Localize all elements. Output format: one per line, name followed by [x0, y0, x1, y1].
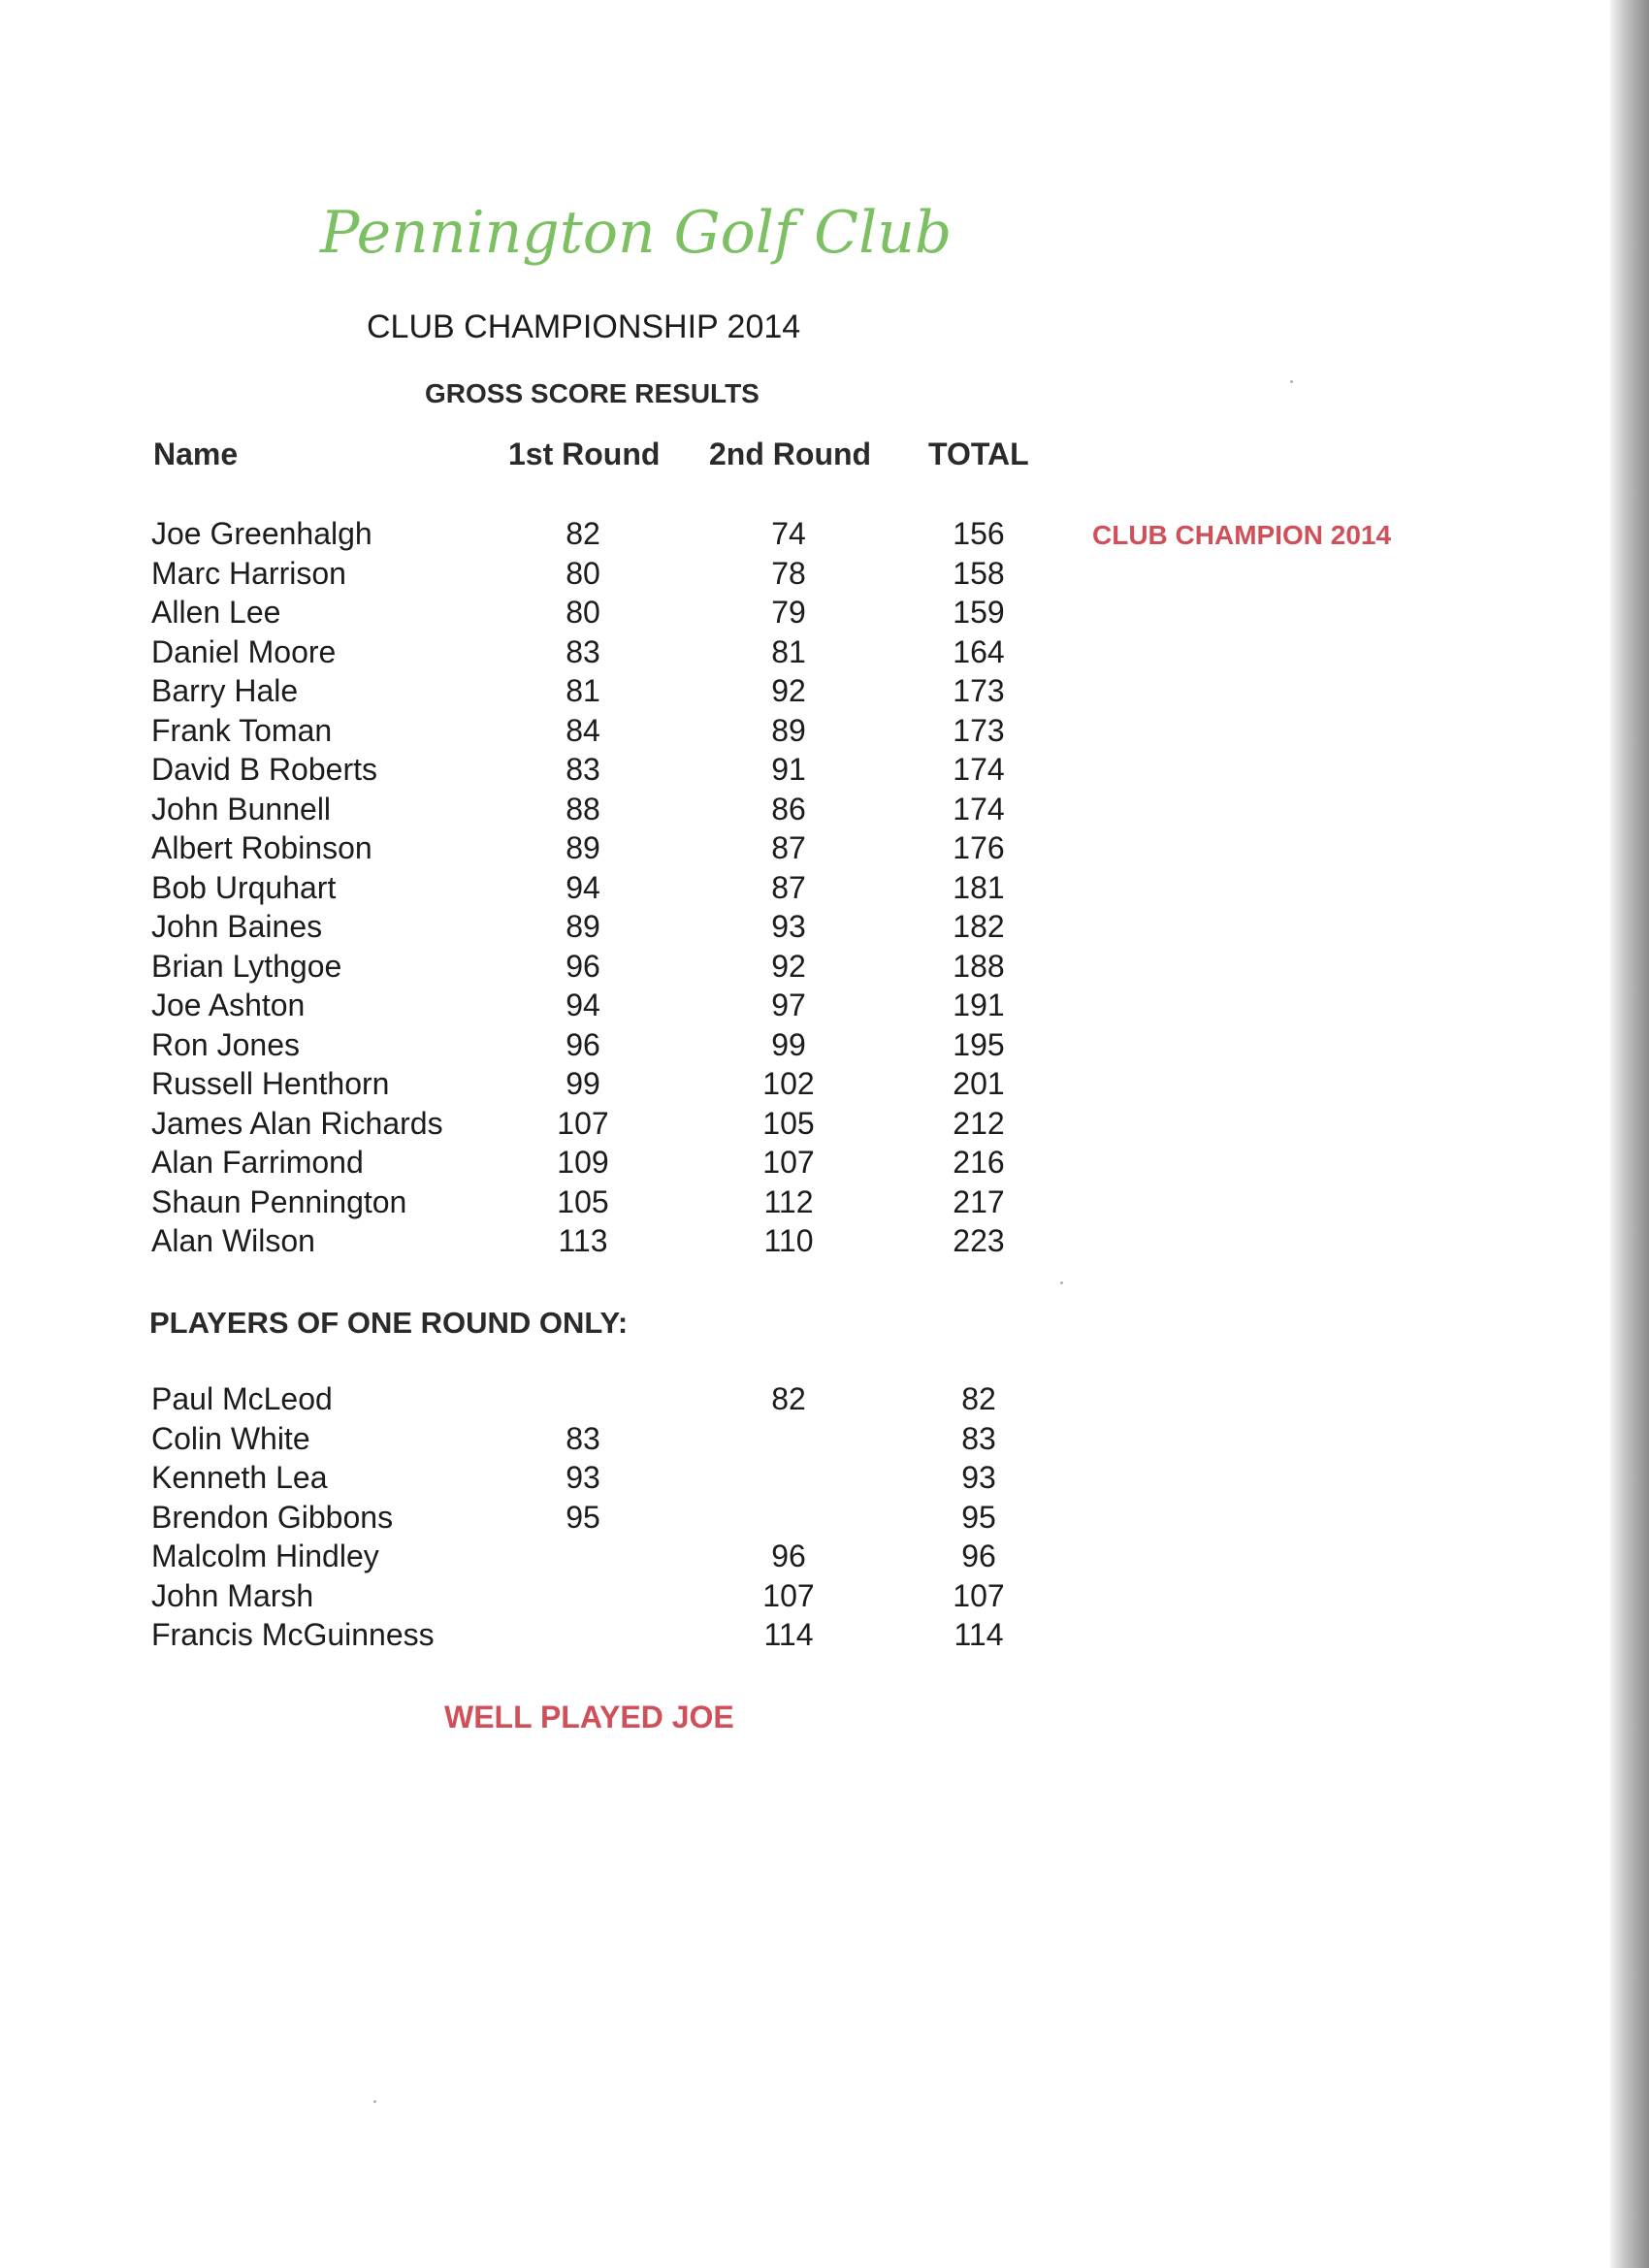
round1-score: 89: [566, 830, 600, 865]
total-score: 212: [953, 1106, 1005, 1141]
player-name: Brian Lythgoe: [151, 949, 342, 984]
column-header-round2: 2nd Round: [709, 437, 872, 471]
round1-score: 82: [566, 516, 600, 551]
scan-speck: [373, 2100, 376, 2103]
player-name: Daniel Moore: [151, 634, 337, 669]
player-name: Allen Lee: [151, 595, 281, 630]
table-row: [0, 792, 1649, 830]
round2-score: 114: [763, 1617, 814, 1652]
round1-score: 84: [566, 713, 600, 748]
round1-score: 105: [557, 1184, 609, 1219]
round1-score: 113: [558, 1223, 608, 1258]
total-score: 174: [953, 752, 1005, 787]
total-score: 93: [961, 1460, 996, 1495]
table-row: [0, 1184, 1649, 1223]
round2-score: 110: [763, 1223, 814, 1258]
round2-score: 93: [771, 909, 806, 944]
table-row: [0, 1223, 1649, 1262]
table-row: [0, 870, 1649, 909]
round1-score: 80: [566, 595, 600, 630]
total-score: 107: [953, 1578, 1005, 1613]
round2-score: 91: [771, 752, 806, 787]
scan-speck: [1060, 1281, 1063, 1284]
round1-score: 94: [566, 870, 600, 905]
player-name: Malcolm Hindley: [151, 1539, 379, 1573]
total-score: 96: [961, 1539, 996, 1573]
round1-score: 96: [566, 949, 600, 984]
round2-score: 89: [771, 713, 806, 748]
player-name: Alan Farrimond: [151, 1145, 364, 1180]
round2-score: 107: [762, 1145, 815, 1180]
player-name: David B Roberts: [151, 752, 377, 787]
round2-score: 78: [771, 556, 806, 591]
table-row: [0, 713, 1649, 752]
round2-score: 92: [771, 673, 806, 708]
column-header-total: TOTAL: [928, 437, 1029, 471]
column-header-name: Name: [153, 437, 239, 471]
round1-score: 88: [566, 792, 600, 826]
table-row: [0, 988, 1649, 1026]
round2-score: 81: [771, 634, 806, 669]
total-score: 216: [953, 1145, 1005, 1180]
table-row: [0, 830, 1649, 869]
table-row: [0, 1539, 1649, 1577]
scan-speck: [1290, 380, 1293, 383]
player-name: John Marsh: [151, 1578, 314, 1613]
player-name: John Bunnell: [151, 792, 332, 826]
round1-score: 83: [566, 752, 600, 787]
total-score: 188: [953, 949, 1005, 984]
player-name: Paul McLeod: [151, 1381, 333, 1416]
table-row: [0, 752, 1649, 791]
round2-score: 102: [762, 1066, 815, 1101]
round2-score: 87: [771, 870, 806, 905]
total-score: 114: [954, 1617, 1004, 1652]
club-name-title: Pennington Golf Club: [320, 199, 953, 267]
table-row: [0, 556, 1649, 595]
table-row: [0, 1617, 1649, 1656]
table-row: [0, 516, 1649, 555]
table-row: [0, 673, 1649, 712]
round1-score: 93: [566, 1460, 600, 1495]
total-score: 159: [953, 595, 1005, 630]
player-name: John Baines: [151, 909, 323, 944]
round2-score: 92: [771, 949, 806, 984]
round2-score: 79: [771, 595, 806, 630]
total-score: 158: [953, 556, 1005, 591]
total-score: 174: [953, 792, 1005, 826]
table-row: [0, 1381, 1649, 1420]
total-score: 195: [953, 1027, 1005, 1062]
round1-score: 99: [566, 1066, 600, 1101]
player-name: Brendon Gibbons: [151, 1500, 394, 1535]
player-name: Joe Ashton: [151, 988, 306, 1022]
total-score: 223: [953, 1223, 1005, 1258]
round2-score: 87: [771, 830, 806, 865]
one-round-heading: PLAYERS OF ONE ROUND ONLY:: [149, 1306, 629, 1340]
player-name: Kenneth Lea: [151, 1460, 328, 1495]
round1-score: 83: [566, 634, 600, 669]
round2-score: 105: [762, 1106, 815, 1141]
player-name: Colin White: [151, 1421, 310, 1456]
player-name: Joe Greenhalgh: [151, 516, 372, 551]
table-row: [0, 1578, 1649, 1617]
round1-score: 83: [566, 1421, 600, 1456]
player-name: Shaun Pennington: [151, 1184, 407, 1219]
player-name: Barry Hale: [151, 673, 299, 708]
round1-score: 109: [557, 1145, 609, 1180]
round2-score: 107: [762, 1578, 815, 1613]
total-score: 173: [953, 713, 1005, 748]
table-row: [0, 909, 1649, 948]
well-played-note: WELL PLAYED JOE: [444, 1700, 734, 1734]
table-row: [0, 1460, 1649, 1499]
round2-score: 82: [771, 1381, 806, 1416]
total-score: 191: [953, 988, 1005, 1022]
player-name: Frank Toman: [151, 713, 333, 748]
player-name: Francis McGuinness: [151, 1617, 435, 1652]
table-row: [0, 1066, 1649, 1105]
total-score: 82: [961, 1381, 996, 1416]
results-subtitle: GROSS SCORE RESULTS: [425, 378, 760, 408]
column-header-round1: 1st Round: [508, 437, 661, 471]
table-row: [0, 1027, 1649, 1066]
total-score: 182: [953, 909, 1005, 944]
player-name: Ron Jones: [151, 1027, 300, 1062]
round2-score: 96: [771, 1539, 806, 1573]
round1-score: 107: [557, 1106, 609, 1141]
table-row: [0, 1106, 1649, 1145]
table-row: [0, 634, 1649, 673]
champion-note: CLUB CHAMPION 2014: [1092, 520, 1392, 550]
table-row: [0, 595, 1649, 633]
player-name: James Alan Richards: [151, 1106, 443, 1141]
round1-score: 80: [566, 556, 600, 591]
round1-score: 81: [566, 673, 600, 708]
player-name: Marc Harrison: [151, 556, 346, 591]
total-score: 95: [961, 1500, 996, 1535]
total-score: 173: [953, 673, 1005, 708]
total-score: 217: [953, 1184, 1005, 1219]
total-score: 201: [953, 1066, 1005, 1101]
total-score: 156: [953, 516, 1005, 551]
player-name: Bob Urquhart: [151, 870, 337, 905]
table-row: [0, 1500, 1649, 1539]
table-row: [0, 949, 1649, 988]
total-score: 164: [953, 634, 1005, 669]
table-row: [0, 1145, 1649, 1183]
round2-score: 74: [771, 516, 806, 551]
total-score: 83: [961, 1421, 996, 1456]
player-name: Russell Henthorn: [151, 1066, 390, 1101]
total-score: 176: [953, 830, 1005, 865]
table-row: [0, 1421, 1649, 1460]
round1-score: 89: [566, 909, 600, 944]
round2-score: 86: [771, 792, 806, 826]
total-score: 181: [953, 870, 1005, 905]
round2-score: 99: [771, 1027, 806, 1062]
round2-score: 97: [771, 988, 806, 1022]
round1-score: 94: [566, 988, 600, 1022]
round1-score: 96: [566, 1027, 600, 1062]
player-name: Alan Wilson: [151, 1223, 315, 1258]
round2-score: 112: [763, 1184, 814, 1219]
championship-title: CLUB CHAMPIONSHIP 2014: [367, 308, 801, 345]
player-name: Albert Robinson: [151, 830, 372, 865]
round1-score: 95: [566, 1500, 600, 1535]
